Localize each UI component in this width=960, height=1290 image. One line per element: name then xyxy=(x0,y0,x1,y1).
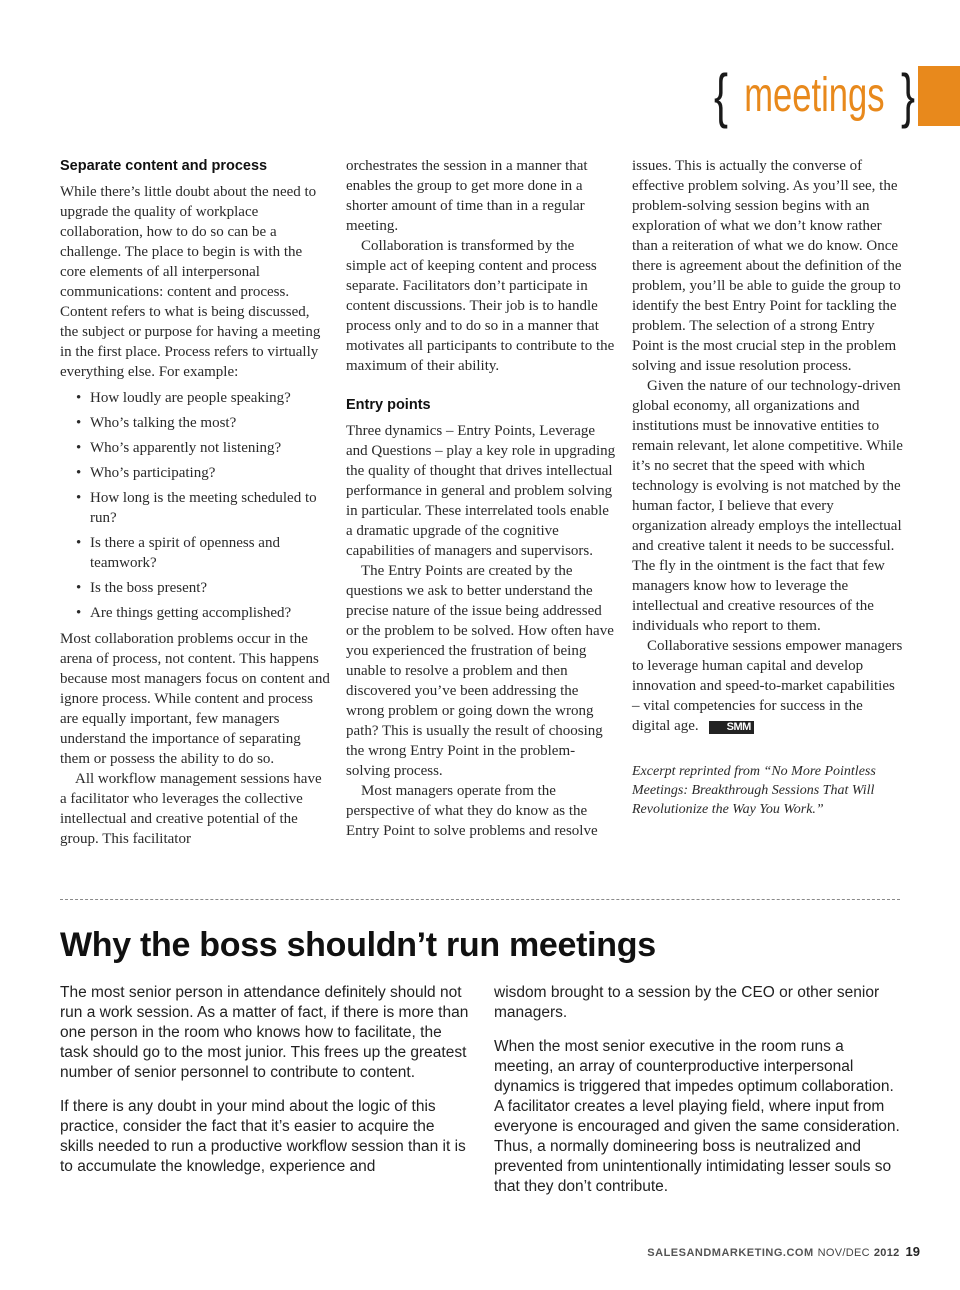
article-column-3 xyxy=(632,156,904,819)
paragraph: Collaboration is transformed by the simple act of keeping content and process separate. Facilitators don’t participate in content discussions. Their job is to handle process only and to do so in a manner that motivates all participants to contribute to the maximum of their ability. xyxy=(346,238,615,374)
paragraph: While there’s little doubt about the need to upgrade the quality of workplace collaboration, how to do so can be a challenge. The place to begin is with the core elements of all interpersonal communications: content and process. Content refers to what is being discussed, the subject or purpose for having a meeting in the first place. Process refers to virtually everything else. For example: xyxy=(60,184,321,380)
paragraph: Most managers operate from the perspective of what they do know as the Entry Point to solve problems and resolve xyxy=(346,783,598,839)
paragraph: If there is any doubt in your mind about the logic of this practice, consider the fact that it’s easier to acquire the skills needed to run a productive workflow session than it is to accumulate the knowledge, experience and xyxy=(60,1098,466,1175)
paragraph: The Entry Points are created by the questions we ask to better understand the precise nature of the issue being addressed or the problem to be solved. How often have you experienced the frustration of being unable to resolve a problem and then discovered you’ve been addressing the wrong problem or going down the wrong path? This is usually the result of choosing the wrong Entry Point in the problem-solving process. xyxy=(346,563,614,779)
sidebar-column-right xyxy=(494,983,906,1211)
paragraph: Most collaboration problems occur in the arena of process, not content. This happens because most managers focus on content and ignore process. While content and process are equally important, few managers understand the importance of separating them or possess the ability to do so. xyxy=(60,631,330,767)
sidebar-headline: Why the boss shouldn’t run meetings xyxy=(60,926,656,964)
sidebar-column-left xyxy=(60,983,470,1191)
list-item: • Is there a spirit of openness and teamwork? xyxy=(60,533,330,573)
paragraph: Three dynamics – Entry Points, Leverage and Questions – play a key role in upgrading the quality of thought that drives intellectual performance in general and problem solving in particular. These interrelated tools enable a dramatic upgrade of the cognitive capabilities of managers and supervisors. xyxy=(346,423,616,559)
article-column-2 xyxy=(346,156,616,841)
footer-year: 2012 xyxy=(873,1247,900,1259)
list-item: • Who’s participating? xyxy=(60,463,330,483)
article-column-1 xyxy=(60,156,330,849)
list-item: • How loudly are people speaking? xyxy=(60,388,330,408)
page-number: 19 xyxy=(905,1244,920,1259)
subheading-separate-content: Separate content and process xyxy=(60,158,268,174)
list-item: • Who’s talking the most? xyxy=(60,413,330,433)
dashed-divider xyxy=(60,899,900,900)
page-footer xyxy=(647,1244,920,1259)
paragraph: issues. This is actually the converse of effective problem solving. As you’ll see, the problem-solving session begins with an exploration of what we don’t know rather than a reiteration of what we do know. Once there is agreement about the definition of the problem, you’ll be able to guide the group to identify the best Entry Point for tackling the problem. The selection of a strong Entry Point is the most crucial step in the problem solving and issue resolution process. xyxy=(632,158,902,374)
footer-site: SALESANDMARKETING.COM xyxy=(647,1247,814,1259)
paragraph: All workflow management sessions have a facilitator who leverages the collective intellectual and creative potential of the group. This facilitator xyxy=(60,771,322,847)
end-mark-logo: SMM xyxy=(709,721,754,734)
section-label xyxy=(711,62,960,129)
bullet-list xyxy=(60,388,330,623)
paragraph xyxy=(632,636,904,736)
excerpt-note: Excerpt reprinted from “No More Pointless Meetings: Breakthrough Sessions That Will Revolutionize the Way You Work.” xyxy=(632,764,876,817)
section-color-tab xyxy=(918,66,960,126)
paragraph: wisdom brought to a session by the CEO or other senior managers. xyxy=(494,984,880,1021)
list-item: • Who’s apparently not listening? xyxy=(60,438,330,458)
right-brace-icon: } xyxy=(900,62,915,129)
list-item: • Is the boss present? xyxy=(60,578,330,598)
paragraph-text: Collaborative sessions empower managers to leverage human capital and develop innovation and speed-to-market capabilities – vital competencies for success in the digital age. xyxy=(632,638,903,734)
paragraph: orchestrates the session in a manner that enables the group to get more done in a shorter amount of time than in a regular meeting. xyxy=(346,158,588,234)
paragraph: When the most senior executive in the room runs a meeting, an array of counterproductive interpersonal dynamics is triggered that impedes optimum collaboration. A facilitator creates a level playing field, where input from everyone is encouraged and given the same consideration. Thus, a normally domineering boss is neutralized and prevented from unintentionally intimidating lesser souls so that they don’t contribute. xyxy=(494,1038,900,1195)
paragraph: The most senior person in attendance definitely should not run a work session. As a matter of fact, if there is more than one person in the room who knows how to facilitate, the task should go to the most junior. This frees up the greatest number of senior personnel to contribute to content. xyxy=(60,984,469,1081)
subheading-entry-points: Entry points xyxy=(346,397,431,413)
footer-issue: NOV/DEC xyxy=(817,1247,870,1259)
left-brace-icon: { xyxy=(714,62,729,129)
section-label-text: meetings xyxy=(744,69,885,122)
paragraph: Given the nature of our technology-driven global economy, all organizations and institutions must be innovative entities to remain relevant, let alone competitive. While it’s no secret that the speed with which technology is evolving is not matched by the human factor, I believe that every organization already employs the intellectual and creative talent it needs to be successful. The fly in the ointment is the fact that few managers know how to leverage the intellectual and creative resources of the individuals who report to them. xyxy=(632,378,903,634)
list-item: • Are things getting accomplished? xyxy=(60,603,330,623)
list-item: • How long is the meeting scheduled to run? xyxy=(60,488,330,528)
